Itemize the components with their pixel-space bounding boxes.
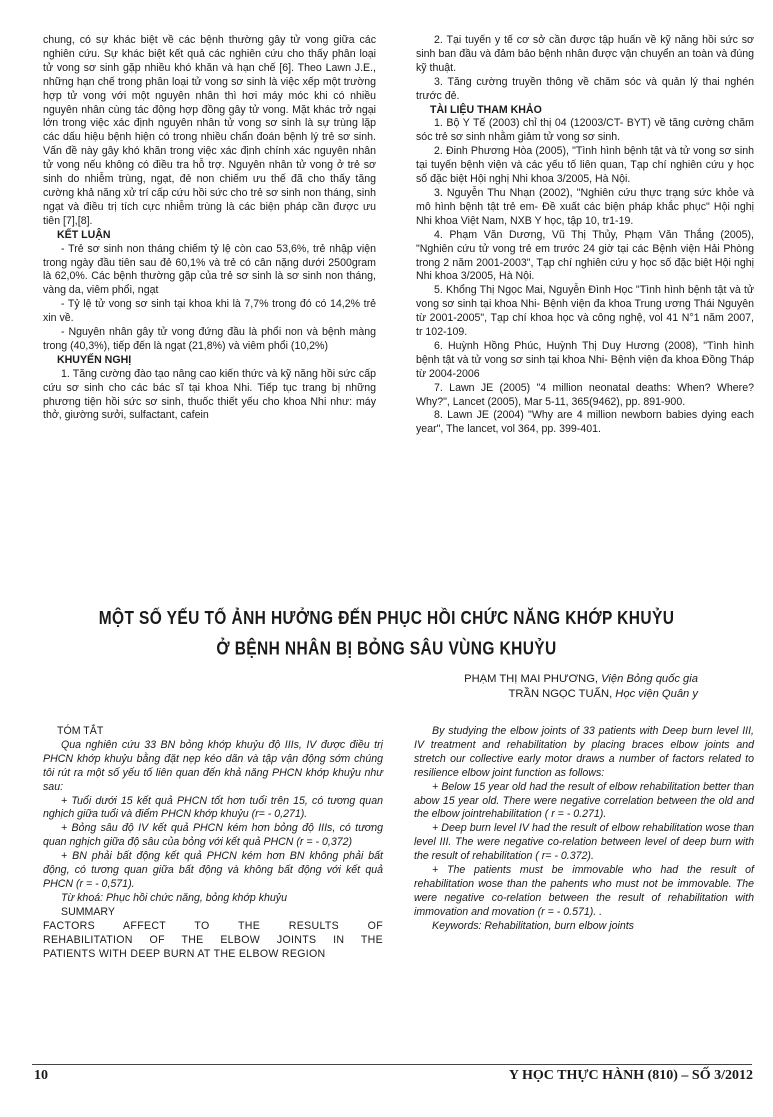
reference-item: 6. Huỳnh Hồng Phúc, Huỳnh Thị Duy Hương (2008), "Tình hình bệnh tật và tử vong sơ sinh tại khoa Nhi- Bệnh viện đa khoa Đồng Tháp từ 2004-2006 <box>416 339 754 380</box>
recommendation-heading: KHUYẾN NGHỊ <box>57 353 132 366</box>
discussion-paragraph: chung, có sự khác biệt về các bệnh thường gây tử vong giữa các nghiên cứu. Sự khác biệt kết quả các nghiên cứu cho thấy phân loại tử vong sơ sinh gặp nhiều khó khăn và hạn chế [6]. Theo Lawn J.E., những hạn chế trong phân loại tử vong sơ sinh là việc xếp một trường hợp tử vong với một nguyên nhân thì hơi máy móc khi có nhiều nguyên nhân cùng tác động hợp đồng gây tử vong. Mặt khác trở ngại lớn trong việc xác định nguyên nhân tử vong sơ sinh là sự trùng lặp các dấu hiệu bệnh hiện có trong nhiều chẩn đoán bệnh lý trẻ sơ sinh. Vấn đề này gây khó khăn trong việc xác định chính xác nguyên nhân tử vong nếu không có điều tra hỗ trợ. Nguyên nhân tử vong ở trẻ sơ sinh do nhiễm trùng, ngạt, đẻ non chiếm ưu thế đã cho thấy tăng cường khả năng xử trí cấp cứu hồi sức cho trẻ sơ sinh non tháng, sinh ngạt và điều trị tích cực nhiễm trùng là các biện pháp cần được ưu tiên [7],[8]. <box>43 34 376 227</box>
summary-title-line: FACTORS AFFECT TO THE RESULTS OF <box>43 919 383 932</box>
abstract-heading: TÓM TẮT <box>57 725 104 737</box>
abstract-paragraph: + BN phải bất động kết quả PHCN kém hơn BN không phải bất động, có tương quan giữa bất động và không bất động với kết quả PHCN (r = - 0,571). <box>43 850 383 890</box>
article-title <box>0 604 773 665</box>
recommendation-item: 2. Tại tuyến y tế cơ sở cần được tập huấn về kỹ năng hồi sức sơ sinh ban đầu và đảm bảo bệnh nhân được vận chuyển an toàn và đúng kỹ thuật. <box>416 34 754 74</box>
right-column-abstract <box>414 725 754 934</box>
summary-title-line: REHABILITATION OF THE ELBOW JOINTS IN THE <box>43 933 383 946</box>
author-line <box>398 687 698 702</box>
conclusion-item: - Tỷ lệ tử vong sơ sinh tại khoa khi là 7,7% trong đó có 14,2% trẻ xin về. <box>43 298 376 325</box>
author-block <box>398 672 698 702</box>
author-line <box>398 672 698 687</box>
author-name: PHẠM THỊ MAI PHƯƠNG, <box>464 673 599 685</box>
page-number: 10 <box>34 1068 48 1083</box>
abstract-en-paragraph: + Below 15 year old had the result of elbow rehabilitation better than abow 15 year old. There were negative correlation between the old and the elbow jointrehabilitation ( r = - 0.271). <box>414 780 754 821</box>
recommendation-item: 3. Tăng cường truyền thông về chăm sóc và quản lý thai nghén trước đẻ. <box>416 75 754 102</box>
journal-footer: Y HỌC THỰC HÀNH (810) – SỐ 3/2012 <box>508 1068 753 1083</box>
abstract-en-paragraph: By studying the elbow joints of 33 patients with Deep burn level III, IV treatment and rehabilitation by placing braces elbow joints and stretch our collective early motor draws a number of factors related to resilience elbow joint function as follows: <box>414 725 754 779</box>
reference-item: 8. Lawn JE (2004) "Why are 4 million newborn babies dying each year", The lancet, vol 364, pp. 399-401. <box>416 409 754 436</box>
reference-item: 5. Khổng Thị Ngọc Mai, Nguyễn Đình Học "Tình hình bệnh tật và tử vong sơ sinh tại khoa Nhi- Bệnh viện đa khoa Trung ương Thái Nguyên từ 2001-2005", Tạp chí khoa học và công nghệ, vol 41 N°1 năm 2007, tr 102-109. <box>416 284 754 339</box>
abstract-en-paragraph: + Deep burn level IV had the result of elbow rehabilitation wose than level III. The were negative co-relation between level of deep burn with the result of rehabilitation ( r= - 0.372). <box>414 822 754 863</box>
reference-item: 3. Nguyễn Thu Nhạn (2002), "Nghiên cứu thực trạng sức khỏe và mô hình bệnh tật trẻ em- Đề xuất các biện pháp khắc phục" Hội nghị Nhi khoa Việt Nam, NXB Y học, tập 10, tr1-19. <box>416 186 754 227</box>
reference-item: 4. Phạm Văn Dương, Vũ Thị Thủy, Phạm Văn Thắng (2005), "Nghiên cứu tử vong trẻ em trước 24 giờ tại các Bệnh viện Hải Phòng trong 2 năm 2001-2003", Tạp chí nghiên cứu y học số đặc biệt Hội nghị Nhi khoa 3/2005, Hà Nội. <box>416 228 754 283</box>
summary-heading: SUMMARY <box>61 905 115 918</box>
reference-item: 7. Lawn JE (2005) "4 million neonatal deaths: When? Where? Why?", Lancet (2005), Mar 5-11, 365(9462), pp. 891-900. <box>416 381 754 408</box>
abstract-en-paragraph: + The patients must be immovable who had the result of rehabilitation wose than the pahents who must not be immovable. The were negative co-relation between the result of rehabilitation with immovation and movation (r = - 0.571). . <box>414 864 754 918</box>
conclusion-item: - Trẻ sơ sinh non tháng chiếm tỷ lệ còn cao 53,6%, trẻ nhập viện trong ngày đầu tiên sau đẻ 60,1% và trẻ có cân nặng dưới 2500gram là 62,0%. Các bệnh thường gặp của trẻ sơ sinh là sơ sinh non tháng, vàng da, viêm phổi, ngạt <box>43 242 376 297</box>
abstract-paragraph: + Tuổi dưới 15 kết quả PHCN tốt hơn tuổi trên 15, có tương quan nghịch giữa tuổi và điểm PHCN khớp khuỷu (r= - 0,271). <box>43 794 383 821</box>
summary-title-line: PATIENTS WITH DEEP BURN AT THE ELBOW REGION <box>43 947 326 960</box>
reference-item: 2. Đinh Phương Hòa (2005), "Tình hình bệnh tật và tử vong sơ sinh tại tuyến bệnh viện và các yếu tố liên quan, Tạp chí nghiên cứu y học số đặc biệt Hội nghị Nhi khoa 3/2005, Hà Nội. <box>416 145 754 186</box>
references-heading: TÀI LIỆU THAM KHẢO <box>430 103 542 116</box>
abstract-paragraph: Qua nghiên cứu 33 BN bỏng khớp khuỷu độ IIIs, IV được điều trị PHCN khớp khuỷu bằng đặt nẹp kéo dãn và tập vận động sớm chúng tôi rút ra một số yếu tố liên quan đến khả năng PHCN khớp khuỷu như sau: <box>43 738 383 793</box>
keywords: Từ khoá: Phục hồi chức năng, bỏng khớp khuỷu <box>61 891 287 904</box>
author-affiliation: Viện Bỏng quốc gia <box>601 673 698 685</box>
author-affiliation: Học viện Quân y <box>615 688 698 700</box>
conclusion-item: - Nguyên nhân gây tử vong đứng đầu là phổi non và bệnh màng trong (40,3%), tiếp đến là ngạt (21,8%) và viêm phổi (10,2%) <box>43 326 376 352</box>
reference-item: 1. Bộ Y Tế (2003) chỉ thị 04 (12003/CT- BYT) về tăng cường chăm sóc trẻ sơ sinh nhằm giảm tử vong sơ sinh. <box>416 117 754 144</box>
article-title-line: Ở BỆNH NHÂN BỊ BỎNG SÂU VÙNG KHUỶU <box>216 639 557 660</box>
conclusion-heading: KẾT LUẬN <box>57 228 111 241</box>
left-column-abstract <box>43 725 383 961</box>
right-column-top <box>416 34 754 437</box>
article-title-line: MỘT SỐ YẾU TỐ ẢNH HƯỞNG ĐẾN PHỤC HỒI CHỨC NĂNG KHỚP KHUỶU <box>98 608 675 629</box>
recommendation-item: 1. Tăng cường đào tạo nâng cao kiến thức và kỹ năng hồi sức cấp cứu sơ sinh cho các bác sĩ tại khoa Nhi. Tiếp tục trang bị những phương tiện hồi sức sơ sinh, thuốc thiết yếu cho khoa Nhi như: máy thở, giường sưởi, sulfactant, cafein <box>43 367 376 422</box>
author-name: TRẦN NGỌC TUẤN, <box>508 688 613 700</box>
keywords-en: Keywords: Rehabilitation, burn elbow joints <box>432 919 634 932</box>
left-column-top <box>43 34 376 423</box>
abstract-paragraph: + Bỏng sâu độ IV kết quả PHCN kém hơn bỏng độ IIIs, có tương quan nghịch giữa độ sâu của bỏng với kết quả PHCN (r = - 0,372) <box>43 822 383 849</box>
footer-rule <box>32 1064 752 1065</box>
